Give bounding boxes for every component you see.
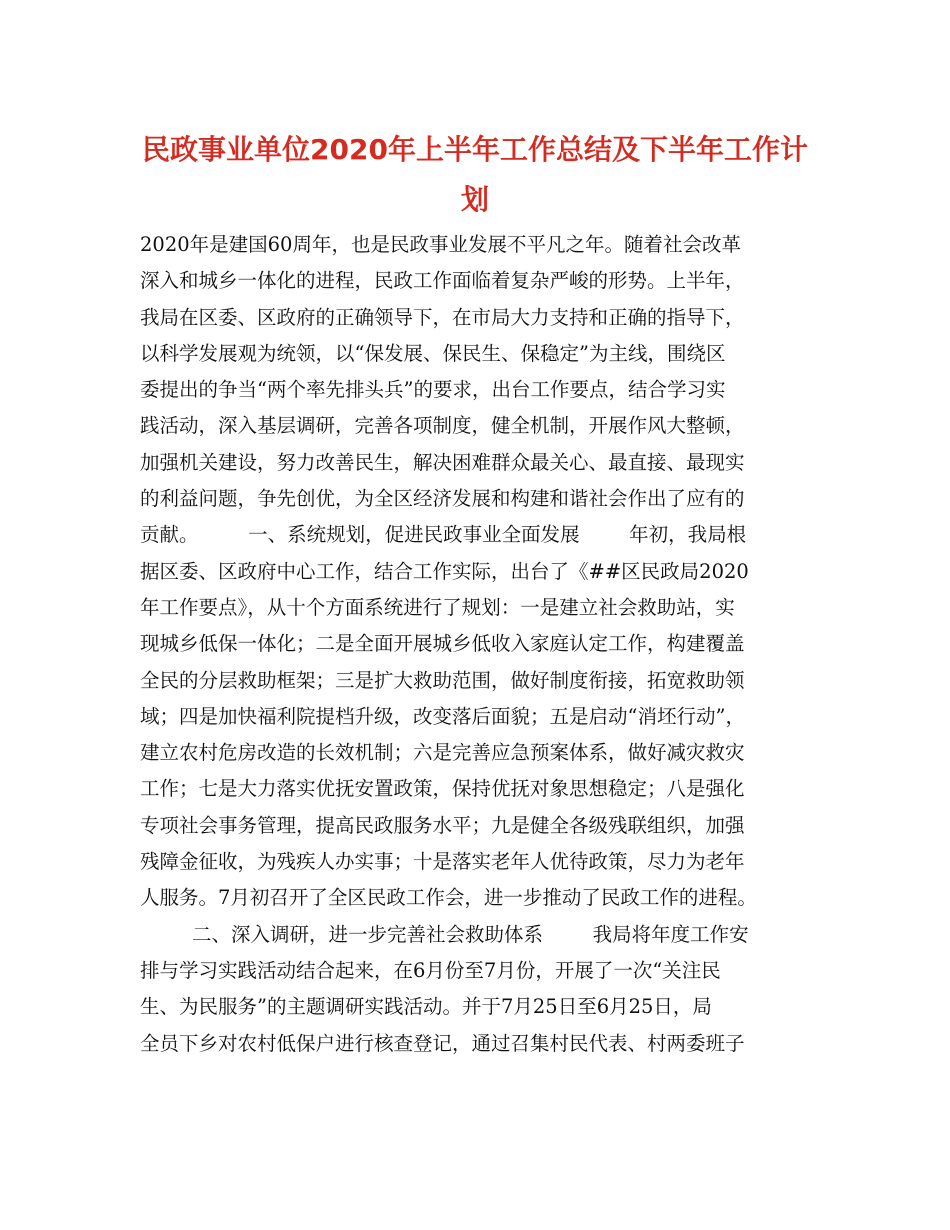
body-line-16: 工作；七是大力落实优抚安置政策，保持优抚对象思想稳定；八是强化	[140, 777, 745, 801]
body-line-15: 建立农村危房改造的长效机制；六是完善应急预案体系，做好减灾救灾	[140, 741, 745, 765]
body-line-13: 全民的分层救助框架；三是扩大救助范围，做好制度衔接，拓宽救助领	[140, 668, 745, 692]
body-line-17: 专项社会事务管理，提高民政服务水平；九是健全各级残联组织，加强	[140, 813, 745, 837]
body-line-22: 生、为民服务”的主题调研实践活动。并于7月25日至6月25日，局	[140, 995, 712, 1019]
title-line-2: 划	[460, 183, 489, 216]
body-line-3: 我局在区委、区政府的正确领导下，在市局大力支持和正确的指导下，	[140, 305, 745, 329]
body-line-11: 年工作要点》，从十个方面系统进行了规划：一是建立社会救助站，实	[140, 595, 735, 619]
body-line-18: 残障金征收，为残疾人办实事；十是落实老年人优待政策，尽力为老年	[140, 850, 745, 874]
body-line-9: 贡献。 一、系统规划，促进民政事业全面发展 年初，我局根	[140, 523, 747, 547]
body-line-23: 全员下乡对农村低保户进行核查登记，通过召集村民代表、村两委班子	[140, 1031, 745, 1055]
body-line-1: 2020年是建国60周年，也是民政事业发展不平凡之年。随着社会改革	[140, 233, 741, 256]
body-line-12: 现城乡低保一体化；二是全面开展城乡低收入家庭认定工作，构建覆盖	[140, 632, 745, 656]
body-line-5: 委提出的争当“两个率先排头兵”的要求，出台工作要点，结合学习实	[140, 378, 726, 402]
document-body	[140, 227, 820, 1062]
document-title	[120, 125, 830, 225]
body-line-19: 人服务。7月初召开了全区民政工作会，进一步推动了民政工作的进程。	[140, 886, 757, 910]
body-line-20: 二、深入调研，进一步完善社会救助体系 我局将年度工作安	[192, 922, 749, 946]
body-line-8: 的利益问题，争先创优，为全区经济发展和构建和谐社会作出了应有的	[140, 487, 745, 511]
body-line-10: 据区委、区政府中心工作，结合工作实际，出台了《##区民政局2020	[140, 559, 749, 583]
title-line-1: 民政事业单位2020年上半年工作总结及下半年工作计	[142, 133, 808, 166]
body-line-21: 排与学习实践活动结合起来，在6月份至7月份，开展了一次“关注民	[140, 958, 721, 982]
body-line-2: 深入和城乡一体化的进程，民政工作面临着复杂严峻的形势。上半年，	[140, 269, 745, 293]
body-line-14: 域；四是加快福利院提档升级，改变落后面貌；五是启动“消坯行动”，	[140, 704, 745, 728]
body-line-7: 加强机关建设，努力改善民生，解决困难群众最关心、最直接、最现实	[140, 450, 745, 474]
body-line-6: 践活动，深入基层调研，完善各项制度，健全机制，开展作风大整顿，	[140, 414, 745, 438]
body-line-4: 以科学发展观为统领，以“保发展、保民生、保稳定”为主线，围绕区	[140, 341, 726, 365]
